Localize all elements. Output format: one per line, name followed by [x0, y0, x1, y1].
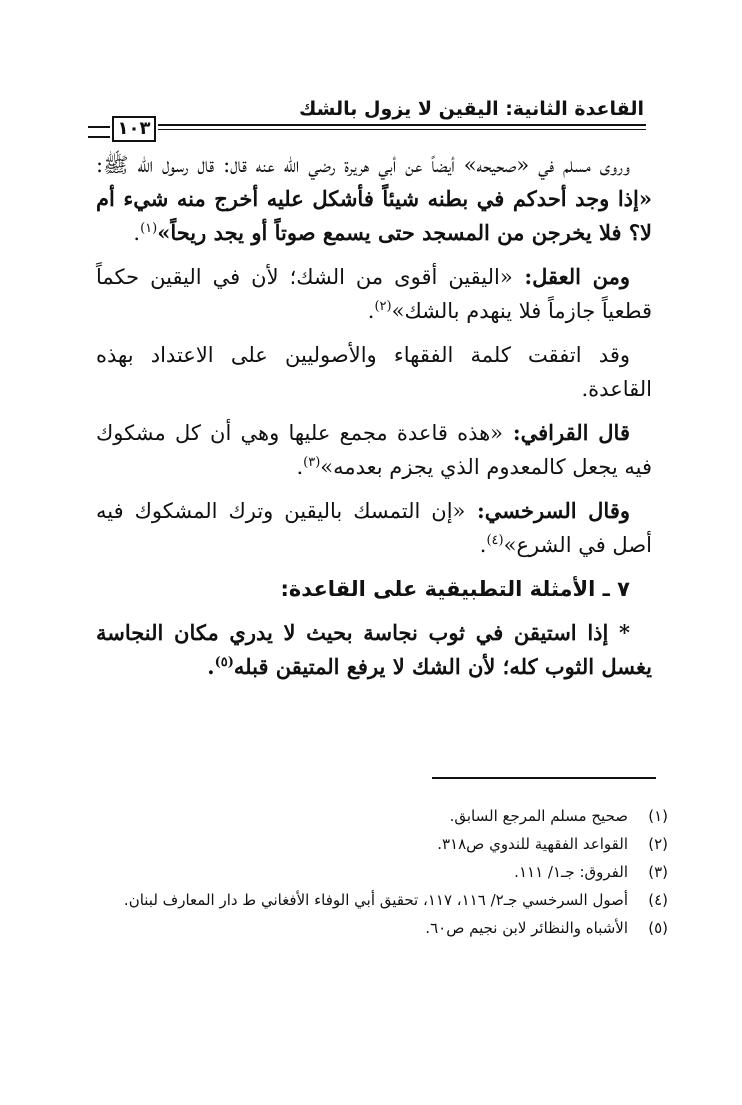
- footnote-ref: (٥): [214, 655, 234, 670]
- footnote-item: [96, 858, 668, 886]
- footnote-text: القواعد الفقهية للندوي ص٣١٨.: [437, 835, 628, 853]
- footnotes: [96, 802, 668, 942]
- page-number-ornament: [88, 126, 110, 138]
- header-rule: [158, 124, 646, 126]
- paragraph-hadith: [96, 148, 652, 250]
- paragraph-end: .: [133, 221, 141, 245]
- footnote-number: (١): [648, 807, 668, 825]
- paragraph-lead: وروى مسلم في «صحيحه» أيضاً عن أبي هريرة رضي الله عنه قال: قال رسول الله ﷺ:: [96, 153, 630, 177]
- footnote-item: [96, 830, 668, 858]
- page-number: ١٠٣: [112, 116, 156, 142]
- paragraph-end: .: [367, 299, 375, 323]
- paragraph-text: «هذه قاعدة مجمع عليها وهي أن كل مشكوك فيه يجعل كالمعدوم الذي يجزم بعدمه»: [96, 421, 652, 479]
- hadith-quote: «إذا وجد أحدكم في بطنه شيئاً فأشكل عليه أخرج منه شيء أم لا؟ فلا يخرجن من المسجد حتى يسمع صوتاً أو يجد ريحاً»: [96, 186, 652, 245]
- footnote-number: (٥): [648, 919, 668, 937]
- paragraph-reason: [96, 260, 652, 328]
- paragraph-end: .: [479, 533, 487, 557]
- example-text: * إذا استيقن في ثوب نجاسة بحيث لا يدري مكان النجاسة يغسل الثوب كله؛ لأن الشك لا يرفع المتيقن قبله: [96, 620, 652, 679]
- example-item: [96, 616, 652, 684]
- footnote-separator: [432, 777, 656, 779]
- paragraph-end: .: [296, 455, 304, 479]
- paragraph-text: «اليقين أقوى من الشك؛ لأن في اليقين حكماً قطعياً جازماً فلا ينهدم بالشك»: [96, 265, 652, 323]
- footnote-ref: (١): [140, 221, 158, 236]
- paragraph-sarakhsi: [96, 494, 652, 562]
- section-heading: ٧ ـ الأمثلة التطبيقية على القاعدة:: [280, 577, 630, 601]
- footnote-number: (٢): [648, 835, 668, 853]
- footnote-ref: (٣): [303, 455, 321, 470]
- paragraph-lead: وقال السرخسي:: [465, 498, 630, 523]
- footnote-text: الأشباه والنظائر لابن نجيم ص٦٠.: [425, 919, 628, 937]
- running-header-title: القاعدة الثانية: اليقين لا يزول بالشك: [298, 98, 644, 120]
- footnote-item: [96, 886, 668, 914]
- footnote-ref: (٢): [374, 299, 392, 314]
- footnote-text: صحيح مسلم المرجع السابق.: [449, 807, 628, 825]
- footnote-item: [96, 802, 668, 830]
- paragraph-text: وقد اتفقت كلمة الفقهاء والأصوليين على الاعتداد بهذه القاعدة.: [96, 343, 652, 401]
- main-text: [96, 148, 652, 694]
- footnote-text: أصول السرخسي جـ٢/ ١١٦، ١١٧، تحقيق أبي الوفاء الأفغاني ط دار المعارف لبنان.: [123, 891, 628, 909]
- footnote-item: [96, 914, 668, 942]
- footnote-number: (٤): [648, 891, 668, 909]
- paragraph-qarafi: [96, 416, 652, 484]
- footnote-number: (٣): [648, 863, 668, 881]
- paragraph-text: «إن التمسك باليقين وترك المشكوك فيه أصل في الشرع»: [96, 499, 652, 557]
- paragraph-lead: ومن العقل:: [512, 264, 630, 289]
- footnote-ref: (٤): [486, 533, 504, 548]
- paragraph-end: .: [207, 654, 215, 679]
- footnote-text: الفروق: جـ١/ ١١١.: [514, 863, 628, 881]
- paragraph-lead: قال القرافي:: [503, 420, 630, 445]
- paragraph-consensus: [96, 338, 652, 406]
- header-rule-thin: [158, 129, 646, 130]
